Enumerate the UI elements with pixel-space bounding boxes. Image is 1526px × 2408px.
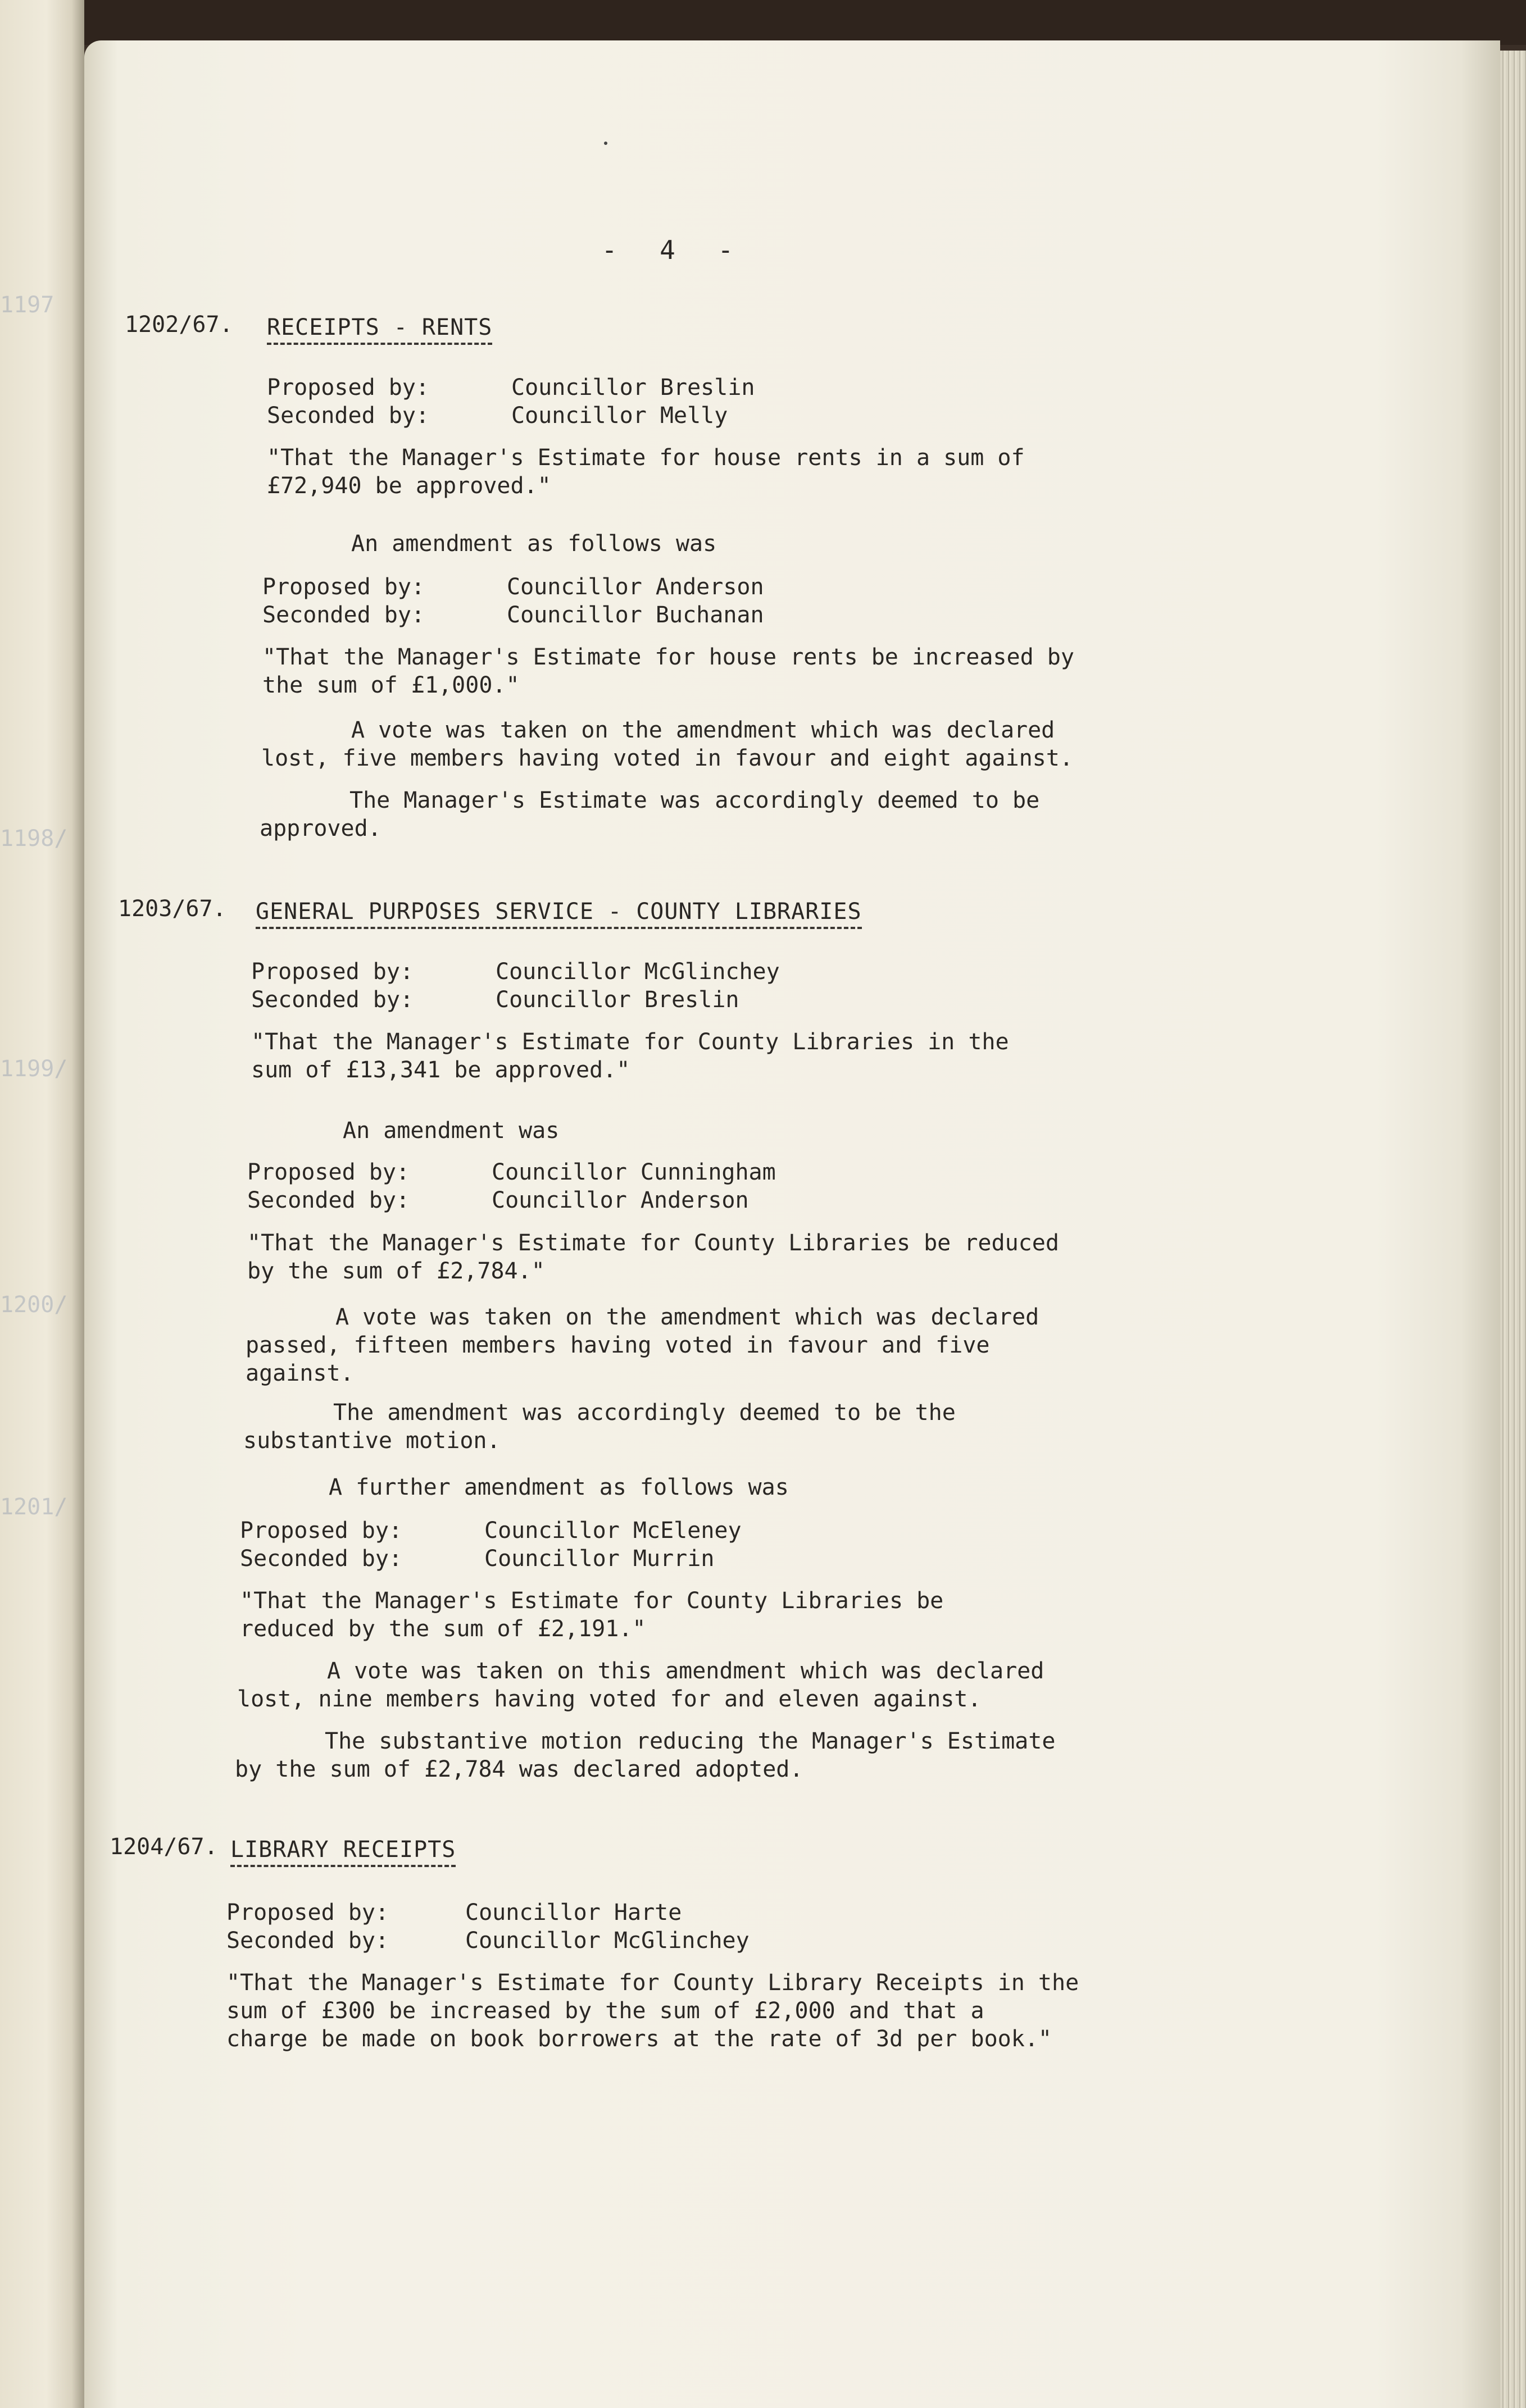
seconded-line <box>267 402 728 430</box>
bleed-through-number: 1200/ <box>0 1292 68 1318</box>
motion-text: "That the Manager's Estimate for County Library Receipts in the sum of £300 be increased by the sum of £2,000 and that a charge be made on book borrowers at the rate of 3d per book." <box>226 1970 1079 2052</box>
proposed-label: Proposed by: <box>240 1518 402 1544</box>
seconder: Councillor Anderson <box>492 1187 749 1213</box>
further-amendment-intro: A further amendment as follows was <box>329 1474 789 1500</box>
seconded-line <box>226 1927 750 1955</box>
further-motion-text: "That the Manager's Estimate for County Libraries be reduced by the sum of £2,191." <box>240 1588 944 1642</box>
seconded-label: Seconded by: <box>247 1187 410 1213</box>
proposed-label: Proposed by: <box>226 1900 389 1926</box>
proposer: Councillor McGlinchey <box>496 959 780 985</box>
seconded-label: Seconded by: <box>262 602 425 628</box>
further-proposed-line <box>240 1517 742 1545</box>
proposed-label: Proposed by: <box>247 1159 410 1185</box>
proposed-label: Proposed by: <box>251 959 414 985</box>
book-spine-shadow <box>67 0 1526 45</box>
proposer: Councillor McEleney <box>484 1518 742 1544</box>
seconded-label: Seconded by: <box>226 1928 389 1954</box>
amendment-intro: An amendment as follows was <box>351 531 717 557</box>
seconder: Councillor Murrin <box>484 1546 715 1572</box>
seconded-label: Seconded by: <box>267 403 429 429</box>
amendment-motion-text: "That the Manager's Estimate for County Libraries be reduced by the sum of £2,784." <box>247 1230 1059 1284</box>
page-number: - 4 - <box>601 235 747 265</box>
proposed-line <box>251 958 780 986</box>
proposer: Councillor Breslin <box>511 375 755 400</box>
bleed-through-number: 1199/ <box>0 1056 68 1082</box>
amendment-proposed-line <box>262 573 764 601</box>
proposed-line <box>226 1899 682 1927</box>
seconded-line <box>251 986 739 1014</box>
outcome-text: The substantive motion reducing the Manager's Estimate by the sum of £2,784 was declared adopted. <box>235 1728 1056 1782</box>
minute-number: 1204/67. <box>110 1834 218 1860</box>
bleed-through-number: 1197 <box>0 292 54 318</box>
amendment-proposed-line <box>247 1158 776 1186</box>
proposed-label: Proposed by: <box>262 574 425 600</box>
proposer: Councillor Cunningham <box>492 1159 776 1185</box>
proposer: Councillor Harte <box>465 1900 682 1926</box>
further-vote-text: A vote was taken on this amendment which was declared lost, nine members having voted for and eleven against. <box>237 1658 1044 1712</box>
amendment-intro: An amendment was <box>343 1118 560 1144</box>
substantive-motion-text: The amendment was accordingly deemed to be the substantive motion. <box>243 1400 956 1454</box>
bleed-through-number: 1198/ <box>0 826 68 852</box>
ink-speck <box>604 142 607 145</box>
amendment-motion-text: "That the Manager's Estimate for house rents be increased by the sum of £1,000." <box>262 644 1074 698</box>
seconder: Councillor Breslin <box>496 987 739 1013</box>
proposer: Councillor Anderson <box>507 574 764 600</box>
amendment-seconded-line <box>262 601 764 629</box>
seconder: Councillor Buchanan <box>507 602 764 628</box>
minute-heading: LIBRARY RECEIPTS <box>230 1837 456 1867</box>
bleed-through-number: 1201/ <box>0 1494 68 1520</box>
seconder: Councillor McGlinchey <box>465 1928 750 1954</box>
further-seconded-line <box>240 1545 714 1573</box>
proposed-line <box>267 374 755 402</box>
minute-number: 1203/67. <box>118 896 226 922</box>
outcome-text: The Manager's Estimate was accordingly deemed to be approved. <box>260 788 1040 841</box>
proposed-label: Proposed by: <box>267 375 429 400</box>
seconded-label: Seconded by: <box>240 1546 402 1572</box>
minute-heading: RECEIPTS - RENTS <box>267 315 492 345</box>
previous-page-edge <box>0 0 84 2408</box>
minute-heading: GENERAL PURPOSES SERVICE - COUNTY LIBRARIES <box>256 899 862 929</box>
seconded-label: Seconded by: <box>251 987 414 1013</box>
vote-result-text: A vote was taken on the amendment which was declared passed, fifteen members having voted in favour and five against. <box>246 1304 1039 1386</box>
vote-result-text: A vote was taken on the amendment which was declared lost, five members having voted in favour and eight against. <box>261 717 1073 771</box>
motion-text: "That the Manager's Estimate for County Libraries in the sum of £13,341 be approved." <box>251 1029 1009 1083</box>
amendment-seconded-line <box>247 1186 749 1214</box>
seconder: Councillor Melly <box>511 403 728 429</box>
motion-text: "That the Manager's Estimate for house rents in a sum of £72,940 be approved." <box>267 445 1025 499</box>
minute-number: 1202/67. <box>125 312 233 338</box>
